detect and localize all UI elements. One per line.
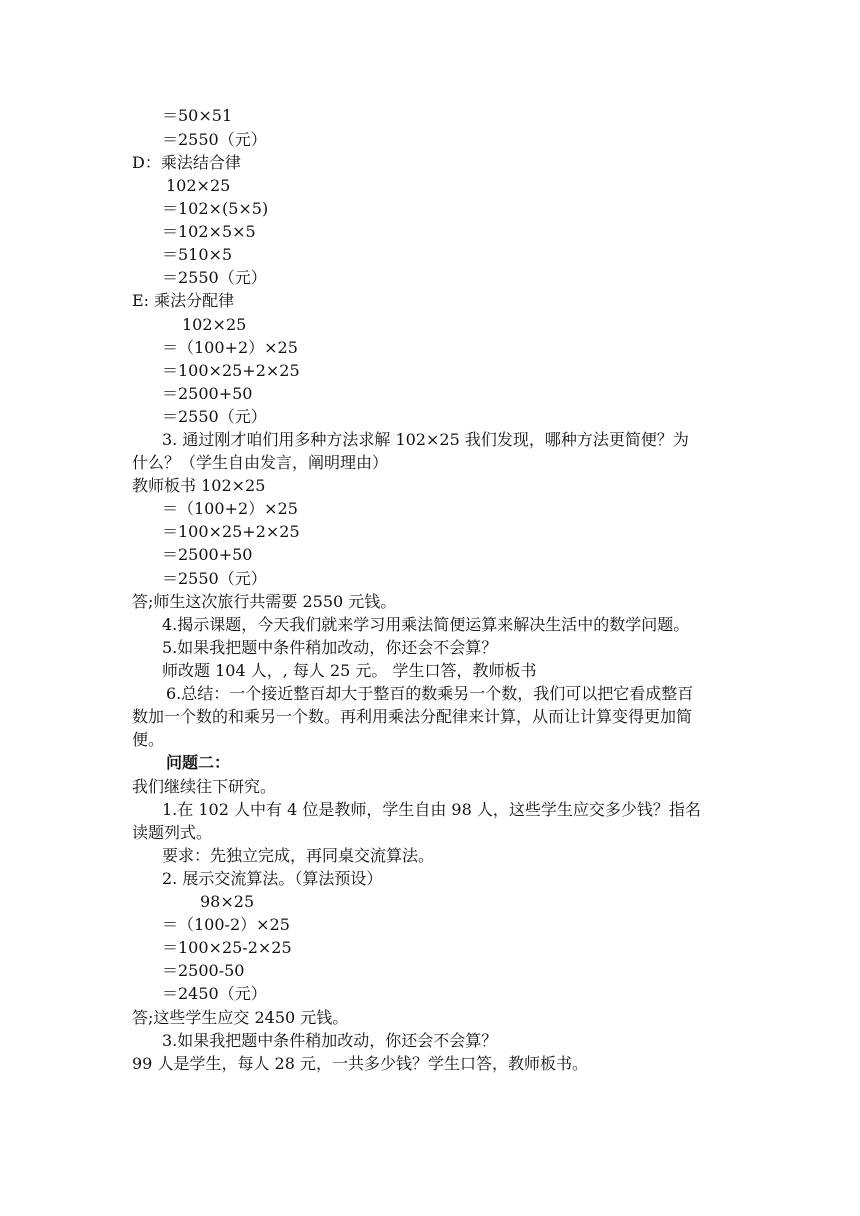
paragraph-line: 2. 展示交流算法。（算法预设） — [162, 869, 383, 888]
calc-line: 102×25 — [182, 315, 247, 334]
paragraph-line: 要求：先独立完成，再同桌交流算法。 — [162, 846, 435, 865]
paragraph-line: 我们继续往下研究。 — [132, 777, 277, 796]
paragraph-line: 什么？（学生自由发言，阐明理由） — [132, 453, 389, 472]
paragraph-line: 5.如果我把题中条件稍加改动，你还会不会算？ — [162, 638, 498, 657]
answer-line: 答;师生这次旅行共需要 2550 元钱。 — [132, 592, 397, 611]
paragraph-line: 教师板书 102×25 — [132, 476, 266, 495]
calc-line: ＝（100+2）×25 — [162, 499, 298, 518]
section-heading: 问题二： — [166, 753, 231, 772]
calc-line: ＝2500+50 — [162, 545, 253, 564]
answer-line: 答;这些学生应交 2450 元钱。 — [132, 1008, 349, 1027]
calc-line: ＝2500+50 — [162, 384, 253, 403]
paragraph-line: 4.揭示课题，今天我们就来学习用乘法简便运算来解决生活中的数学问题。 — [162, 615, 690, 634]
calc-line: ＝100×25-2×25 — [162, 938, 292, 957]
paragraph-line: 数加一个数的和乘另一个数。再利用乘法分配律来计算，从而让计算变得更加简 — [132, 707, 693, 726]
calc-line: ＝100×25+2×25 — [162, 361, 300, 380]
calc-line: 102×25 — [166, 176, 231, 195]
calc-line: ＝（100+2）×25 — [162, 338, 298, 357]
calc-line: ＝510×5 — [162, 245, 233, 264]
calc-line: ＝102×(5×5) — [162, 199, 269, 218]
calc-line: ＝2450（元） — [162, 984, 267, 1003]
method-heading: D：乘法结合律 — [132, 153, 241, 172]
calc-line: ＝（100-2）×25 — [162, 915, 290, 934]
paragraph-line: 便。 — [132, 730, 165, 749]
calc-line: ＝2550（元） — [162, 569, 267, 588]
paragraph-line: 3.如果我把题中条件稍加改动，你还会不会算？ — [162, 1031, 498, 1050]
calc-line: ＝50×51 — [162, 106, 233, 125]
paragraph-line: 读题列式。 — [132, 823, 213, 842]
calc-line: ＝102×5×5 — [162, 222, 256, 241]
calc-line: ＝2500-50 — [162, 961, 245, 980]
paragraph-line: 99 人是学生，每人 28 元，一共多少钱？学生口答，教师板书。 — [132, 1054, 588, 1073]
method-heading: E: 乘法分配律 — [132, 291, 235, 310]
paragraph-line: 6.总结：一个接近整百却大于整百的数乘另一个数，我们可以把它看成整百 — [166, 684, 694, 703]
calc-line: 98×25 — [200, 892, 255, 911]
paragraph-line: 师改题 104 人，, 每人 25 元。 学生口答，教师板书 — [162, 661, 537, 680]
calc-line: ＝2550（元） — [162, 407, 267, 426]
paragraph-line: 1.在 102 人中有 4 位是教师，学生自由 98 人，这些学生应交多少钱？指名 — [162, 800, 701, 819]
paragraph-line: 3. 通过刚才咱们用多种方法求解 102×25 我们发现，哪种方法更简便？为 — [162, 430, 689, 449]
calc-line: ＝2550（元） — [162, 130, 267, 149]
calc-line: ＝100×25+2×25 — [162, 522, 300, 541]
calc-line: ＝2550（元） — [162, 268, 267, 287]
